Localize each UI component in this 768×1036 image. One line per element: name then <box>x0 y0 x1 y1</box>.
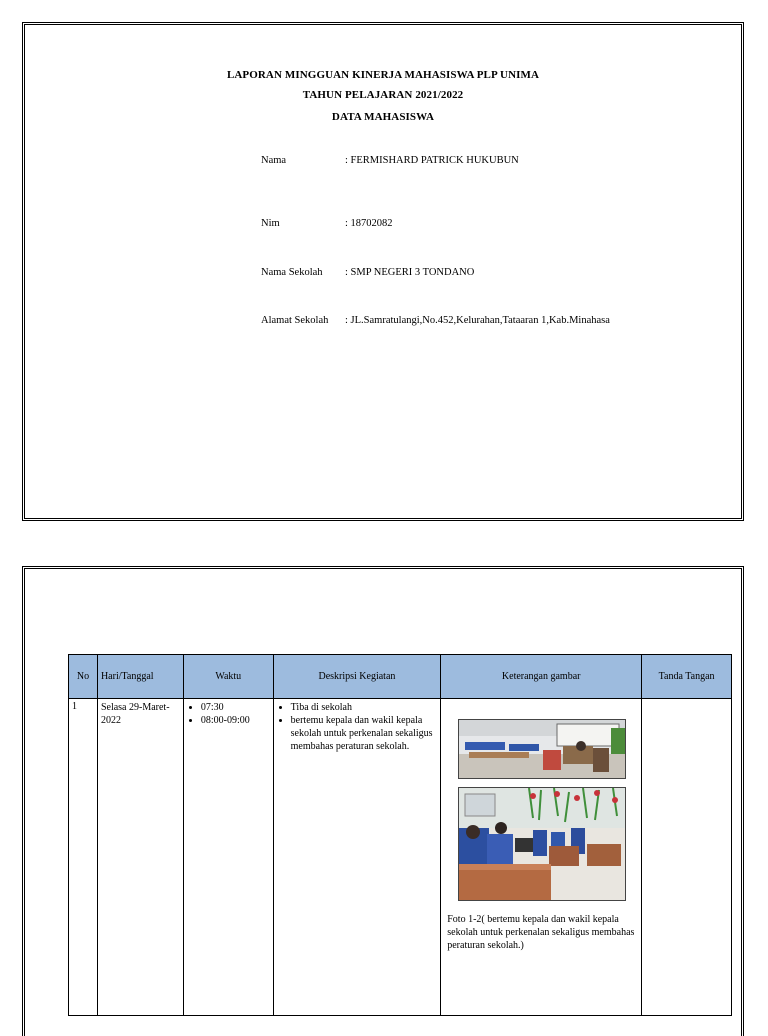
waktu-item: • 07:30 <box>201 701 270 714</box>
col-tanda-tangan: Tanda Tangan <box>642 655 732 699</box>
photo-caption: Foto 1-2( bertemu kepala dan wakil kepala sekolah untuk perkenalan sekaligus membahas peraturan sekolah.) <box>447 914 635 951</box>
alamat-value: : JL.Samratulangi,No.452,Kelurahan,Tataaran 1,Kab.Minahasa <box>345 315 610 326</box>
waktu-item: • 08:00-09:00 <box>201 714 270 727</box>
page-activity-log <box>22 566 744 1036</box>
activity-photo-2 <box>458 787 626 901</box>
sekolah-label: Nama Sekolah <box>261 267 323 278</box>
alamat-label: Alamat Sekolah <box>261 315 329 326</box>
sekolah-value: : SMP NEGERI 3 TONDANO <box>345 267 475 278</box>
page-student-data <box>22 22 744 521</box>
table-row <box>69 699 732 1016</box>
activity-photo-1 <box>458 719 626 779</box>
nim-label: Nim <box>261 218 280 229</box>
col-hari-tanggal: Hari/Tanggal <box>97 655 183 699</box>
cell-keterangan <box>441 699 642 1016</box>
col-waktu: Waktu <box>183 655 273 699</box>
cell-tanggal: Selasa 29-Maret-2022 <box>97 699 183 1016</box>
activity-table <box>68 654 732 1016</box>
table-header-row <box>69 655 732 699</box>
nama-label: Nama <box>261 155 287 166</box>
nama-value: : FERMISHARD PATRICK HUKUBUN <box>345 155 519 166</box>
cell-no: 1 <box>69 699 98 1016</box>
col-keterangan: Keterangan gambar <box>441 655 642 699</box>
academic-year: TAHUN PELAJARAN 2021/2022 <box>302 89 464 101</box>
section-title: DATA MAHASISWA <box>331 111 435 123</box>
deskripsi-item: • Tiba di sekolah <box>291 701 438 714</box>
col-no: No <box>69 655 98 699</box>
cell-tanda-tangan <box>642 699 732 1016</box>
deskripsi-item: • bertemu kepala dan wakil kepala sekolah untuk perkenalan sekaligus membahas peraturan sekolah. <box>291 714 438 753</box>
cell-waktu <box>183 699 273 1016</box>
nim-value: : 18702082 <box>345 218 393 229</box>
col-deskripsi: Deskripsi Kegiatan <box>273 655 441 699</box>
cell-deskripsi <box>273 699 441 1016</box>
report-title: LAPORAN MINGGUAN KINERJA MAHASISWA PLP UNIMA <box>226 69 540 81</box>
